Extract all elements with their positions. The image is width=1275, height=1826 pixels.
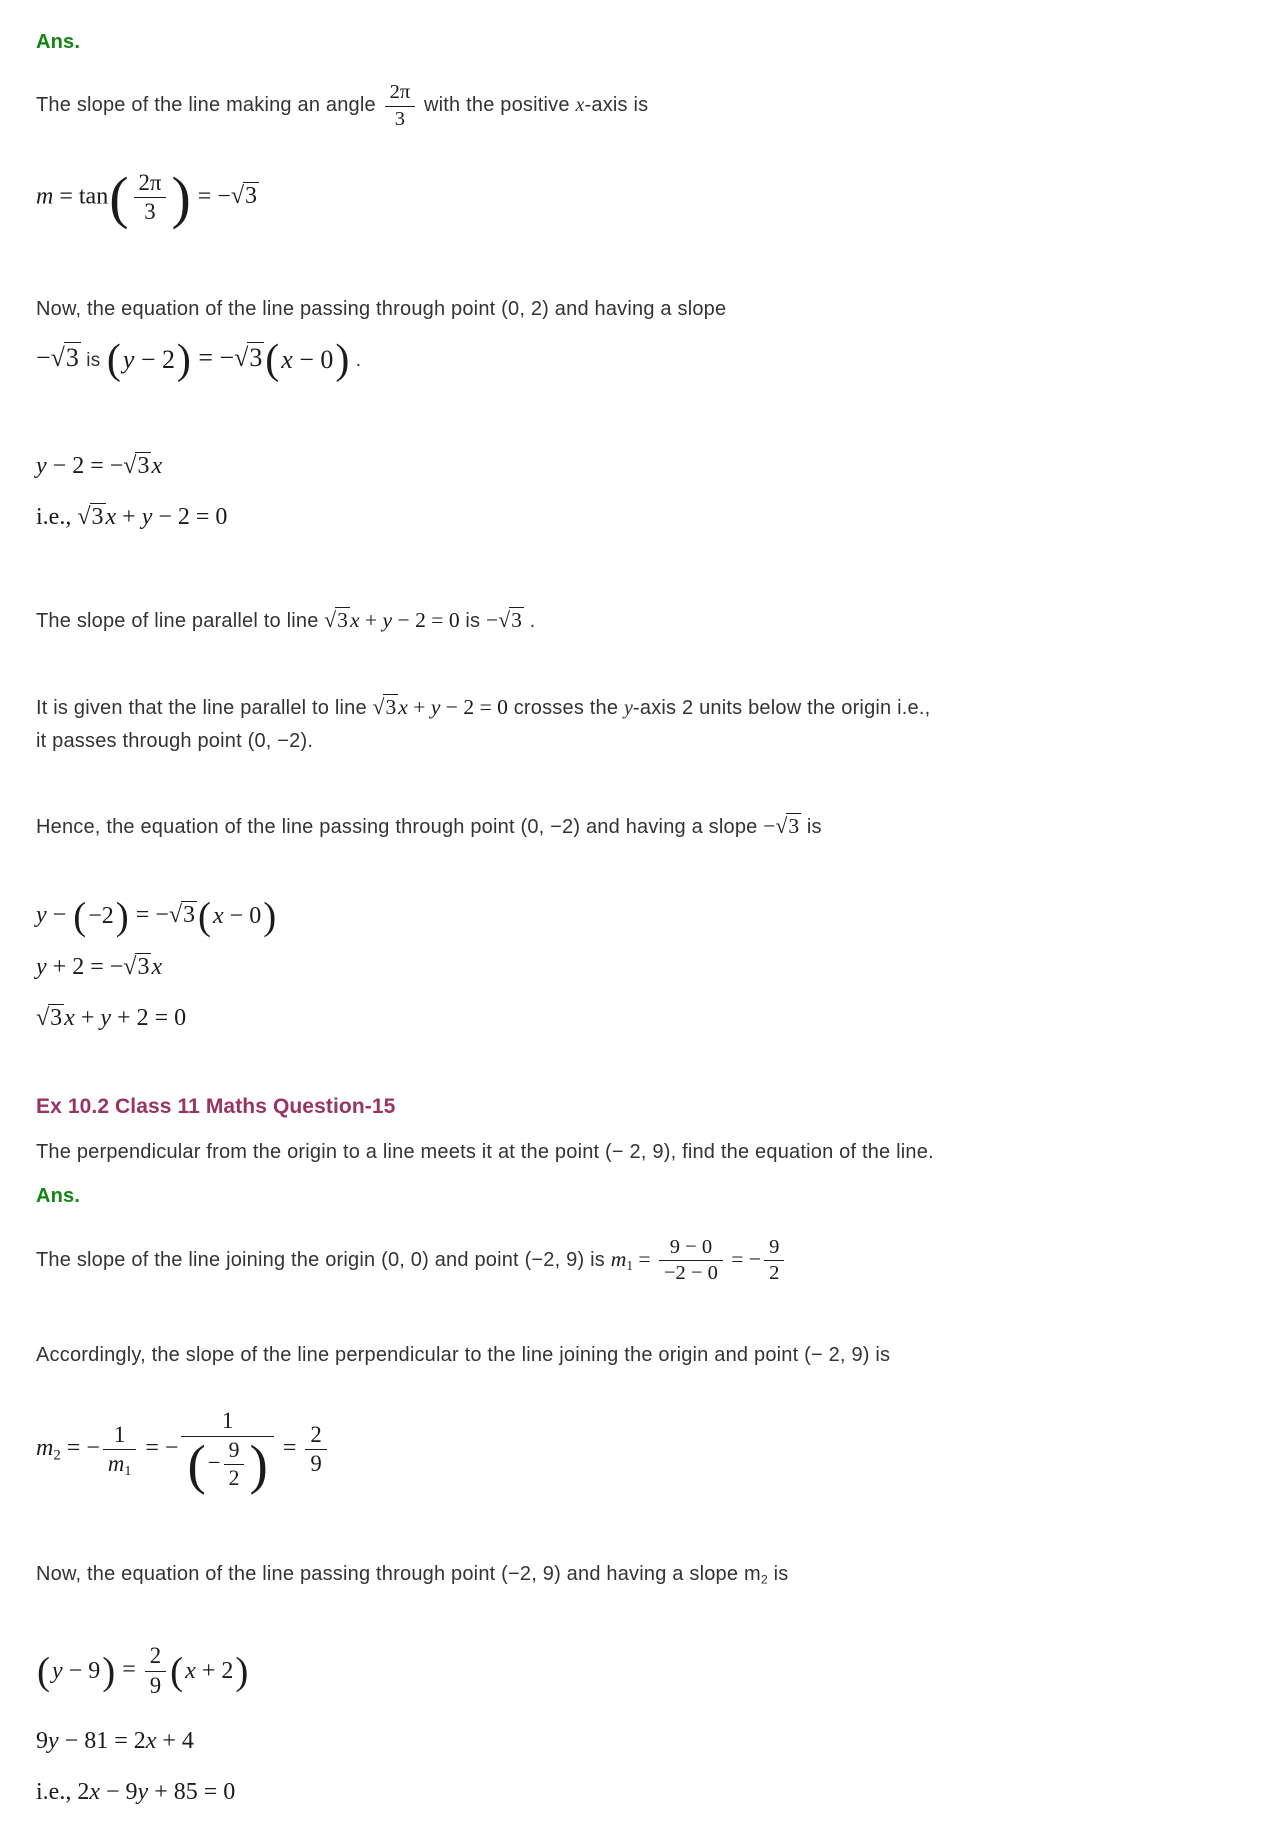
q14-answer-label: Ans. [36,31,81,53]
q14-para-hence: Hence, the equation of the line passing through point (0, −2) and having a slope −√3 is [36,814,822,839]
q14-eq-sqrt3x-final: √3x + y + 2 = 0 [36,1005,187,1032]
q14-eq-y-neg2: y − ( −2 ) = −√3 ( x − 0 ) [36,895,277,939]
q15-eq-9y81: 9y − 81 = 2x + 4 [36,1728,194,1755]
q14-eq-ie-sqrt3x: i.e., √3x + y − 2 = 0 [36,503,228,530]
q14-eq-y-plus-2: y + 2 = −√3x [36,954,163,981]
q14-eq-y-minus-2: y − 2 = −√3x [36,453,163,480]
q15-eq-y9: ( y − 9 ) = $\frac{2}{9}$ ( x + 2 ) [37,1643,249,1698]
q14-eq-m-tan: m = tan ( $\frac{2\pi}{3}$ ) = −√3 [36,164,258,230]
q14-para-it-is-given: It is given that the line parallel to line √3x + y − 2 = 0 crosses the y-axis 2 units below the origin i.e., it passes through point (0, −2). [36,694,931,752]
q14-para-slope-parallel: The slope of line parallel to line √3x + y − 2 = 0 is −√3 . [36,607,536,632]
q14-para-slope-angle: The slope of the line making an angle $\frac{2\pi}{3}$ with the positive x-axis is [36,81,649,131]
q15-para-now-line: Now, the equation of the line passing through point (−2, 9) and having a slope $m_2$ is [36,1562,789,1587]
q15-heading: Ex 10.2 Class 11 Maths Question-15 [36,1094,396,1118]
q15-para-accordingly: Accordingly, the slope of the line perpendicular to the line joining the origin and point (− 2, 9) is [36,1343,891,1366]
q15-answer-label: Ans. [36,1185,81,1208]
q14-eq-point-slope: −√3 is ( y − 2 ) = −√3 ( x − 0 ) . [36,337,362,384]
q15-para-slope-joining: The slope of the line joining the origin (0, 0) and point (−2, 9) is $m_1$ = $\frac{9 - 0}{-2 - 0}$ = − $\frac{9}{2}$ [36,1235,941,1287]
q15-question-text: The perpendicular from the origin to a line meets it at the point (− 2, 9), find the equation of the line. [36,1140,934,1163]
q14-para-now-equation: Now, the equation of the line passing through point (0, 2) and having a slope [36,297,727,320]
q15-eq-ie-2x9y: i.e., 2x − 9y + 85 = 0 [36,1779,236,1806]
q15-eq-m2: $m_2$ = − $\frac{1}{m_1}$ = − 1 ( − $\frac{9}{2}$ ) = $\frac{2}{9}$ [36,1407,1215,1492]
